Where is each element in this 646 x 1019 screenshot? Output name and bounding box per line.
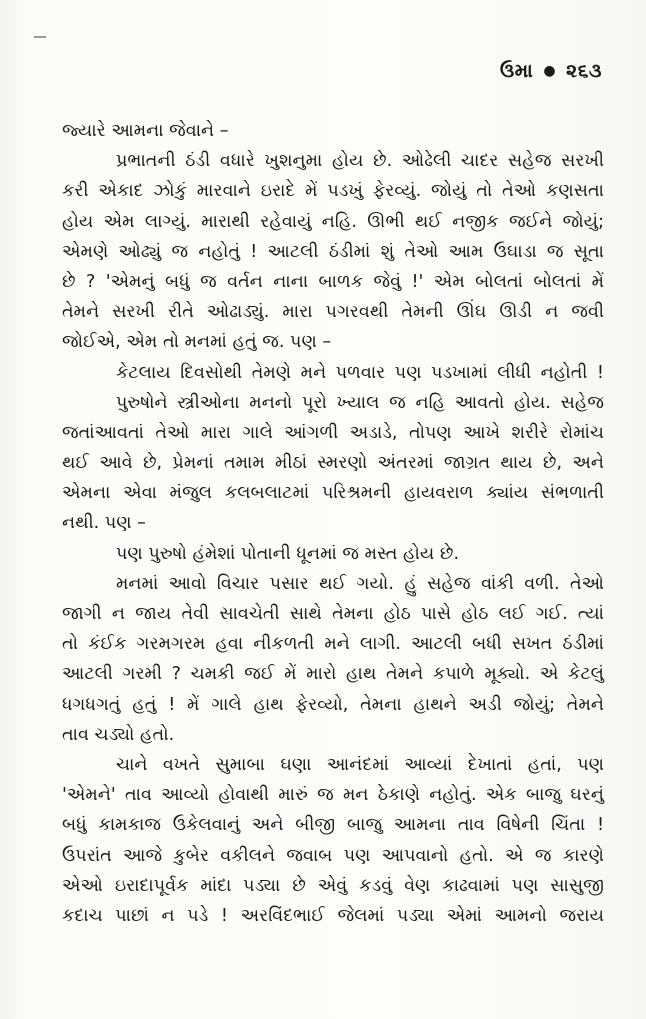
text-line: એઓ ઇરાદાપૂર્વક માંદા પડ્યા છે એવું કડવું વેણ કાઢવામાં પણ સાસુજી [62, 875, 604, 896]
text-line: જ્યારે આમના જેવાને – [62, 121, 229, 141]
text-line: જતાંઆવતાં તેઓ મારા ગાલે આંગળી અડાડે, તોપણ આખે શરીરે રોમાંચ [62, 422, 604, 443]
text-line: કરી એકાદ ઝોકું મારવાને ઇરાદે મેં પડખું ફેરવ્યું. જોયું તો તેઓ કણસતા [62, 181, 604, 202]
text-line: ચાને વખતે સુમાબા ઘણા આનંદમાં આવ્યાં દેખાતાં હતાં, પણ [116, 754, 604, 775]
page-number: ૨૬૩ [566, 60, 602, 82]
text-line: કદાચ પાછાં ન પડે ! અરવિંદભાઈ જેલમાં પડ્યા એમાં આમનો જરાય [62, 905, 604, 926]
text-line: થઈ આવે છે, પ્રેમનાં તમામ મીઠાં સ્મરણો અંતરમાં જાગ્રત થાય છે, અને [62, 453, 604, 474]
body-text [62, 116, 604, 931]
text-line: જાગી ન જાય તેવી સાવચેતી સાથે તેમના હોઠ પાસે હોઠ લઈ ગઈ. ત્યાં [62, 604, 604, 624]
text-line: ઉપરાંત આજે કુબેર વકીલને જવાબ પણ આપવાનો હતો. એ જ કારણે [62, 845, 604, 866]
text-line: પણ પુરુષો હંમેશાં પોતાની ધૂનમાં જ મસ્ત હોય છે. [116, 543, 460, 564]
scan-mark [34, 36, 46, 38]
text-line: નથી. પણ – [62, 513, 146, 534]
text-line: છે ? 'એમનું બધું જ વર્તન નાના બાળક જેવું !' એમ બોલતાં બોલતાં મેં [62, 271, 604, 292]
text-line: પ્રભાતની ઠંડી વધારે ખુશનુમા હોય છે. ઓઢેલી ચાદર સહેજ સરખી [116, 151, 604, 172]
bullet-separator: ● [543, 63, 557, 79]
text-line: હોય એમ લાગ્યું. મારાથી રહેવાયું નહિ. ઊભી થઈ નજીક જઈને જોયું; [62, 211, 604, 232]
text-line: બધું કામકાજ ઉકેલવાનું અને બીજી બાજુ આમના તાવ વિષેની ચિંતા ! [62, 815, 604, 836]
text-line: આટલી ગરમી ? ચમકી જઈ મેં મારો હાથ તેમને કપાળે મૂક્યો. એ કેટલું [62, 664, 604, 685]
text-line: કેટલાય દિવસોથી તેમણે મને પળવાર પણ પડખામાં લીધી નહોતી ! [116, 362, 604, 383]
text-line: ધગધગતું હતું ! મેં ગાલે હાથ ફેરવ્યો, તેમના હાથને અડી જોયું; તેમને [62, 694, 604, 715]
text-line: મનમાં આવો વિચાર પસાર થઈ ગયો. હું સહેજ વાંકી વળી. તેઓ [116, 573, 604, 594]
text-line: પુરુષોને સ્ત્રીઓના મનનો પૂરો ખ્યાલ જ નહિ આવતો હોય. સહેજ [116, 392, 604, 413]
text-line: એમણે ઓઢ્યું જ નહોતું ! આટલી ઠંડીમાં શું તેઓ આમ ઉઘાડા જ સૂતા [62, 241, 604, 262]
text-line: તેમને સરખી રીતે ઓઢાડ્યું. મારા પગરવથી તેમની ઊંઘ ઊડી ન જવી [62, 302, 604, 323]
running-header [500, 60, 602, 82]
text-line: તાવ ચડ્યો હતો. [62, 724, 175, 745]
text-line: તો કંઈક ગરમગરમ હવા નીકળતી મને લાગી. આટલી બધી સખત ઠંડીમાં [62, 634, 604, 655]
text-line: એમના એવા મંજુલ કલબલાટમાં પરિશ્રમની હાયવરાળ ક્યાંય સંભળાતી [62, 483, 604, 504]
text-line: 'એમને' તાવ આવ્યો હોવાથી મારું જ મન ઠેકાણે નહોતું. એક બાજુ ઘરનું [62, 785, 604, 806]
chapter-title: ઉમા [499, 60, 534, 82]
text-line: જોઈએ, એમ તો મનમાં હતું જ. પણ – [62, 332, 332, 353]
